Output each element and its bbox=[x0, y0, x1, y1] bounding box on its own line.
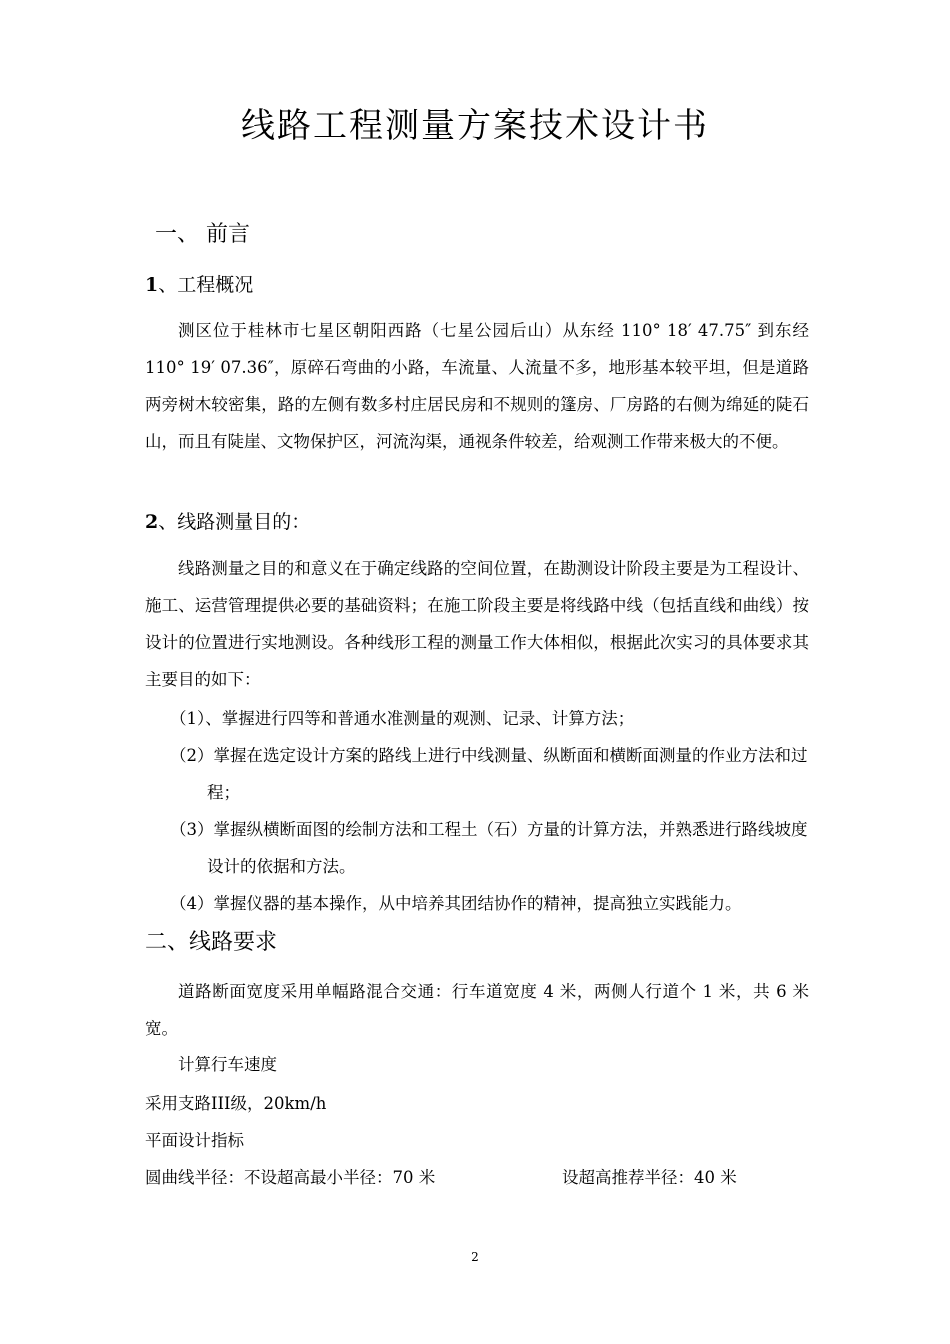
subheading-project-overview bbox=[145, 270, 253, 300]
list-item: （2）掌握在选定设计方案的路线上进行中线测量、纵断面和横断面测量的作业方法和过程； bbox=[170, 746, 808, 802]
radius-recommended: 设超高推荐半径：40 米 bbox=[562, 1168, 737, 1187]
list-item: （4）掌握仪器的基本操作，从中培养其团结协作的精神，提高独立实践能力。 bbox=[170, 894, 742, 913]
speed-value: 采用支路III级，20km/h bbox=[145, 1094, 327, 1113]
list-item: （3）掌握纵横断面图的绘制方法和工程土（石）方量的计算方法，并熟悉进行路线坡度设计的依据和方法。 bbox=[170, 820, 808, 876]
list-item: （1）、掌握进行四等和普通水准测量的观测、记录、计算方法； bbox=[170, 709, 635, 728]
subheading-text: 、工程概况 bbox=[158, 274, 254, 296]
paragraph-survey-area: 测区位于桂林市七星区朝阳西路（七星公园后山）从东经 110° 18′ 47.75″ 到东经 110° 19′ 07.36″，原碎石弯曲的小路，车流量、人流量不多，地形基本较平坦，但是道路两旁树木较密集，路的左侧有数多村庄居民房和不规则的篷房、厂房路的右侧为绵延的陡石山，而且有陡崖、文物保护区，河流沟渠，通视条件较差，给观测工作带来极大的不便。 bbox=[145, 321, 809, 451]
subheading-number: 2 bbox=[145, 511, 159, 533]
plan-design-label: 平面设计指标 bbox=[145, 1131, 244, 1150]
subheading-survey-purpose bbox=[145, 507, 310, 537]
section-heading-preface: 一、 前言 bbox=[155, 222, 250, 247]
paragraph-survey-purpose: 线路测量之目的和意义在于确定线路的空间位置，在勘测设计阶段主要是为工程设计、施工、运营管理提供必要的基础资料；在施工阶段主要是将线路中线（包括直线和曲线）按设计的位置进行实地测设。各种线形工程的测量工作大体相似，根据此次实习的具体要求其主要目的如下： bbox=[145, 559, 809, 689]
paragraph-road-width: 道路断面宽度采用单幅路混合交通：行车道宽度 4 米，两侧人行道个 1 米，共 6 米宽。 bbox=[145, 982, 809, 1038]
section-heading-route-requirements: 二、线路要求 bbox=[145, 930, 278, 955]
radius-min: 圆曲线半径：不设超高最小半径：70 米 bbox=[145, 1168, 436, 1187]
subheading-number: 1 bbox=[145, 274, 159, 296]
document-title: 线路工程测量方案技术设计书 bbox=[241, 106, 709, 146]
page-number: 2 bbox=[471, 1250, 479, 1264]
subheading-text: 、线路测量目的： bbox=[158, 511, 311, 533]
speed-label: 计算行车速度 bbox=[178, 1055, 277, 1074]
